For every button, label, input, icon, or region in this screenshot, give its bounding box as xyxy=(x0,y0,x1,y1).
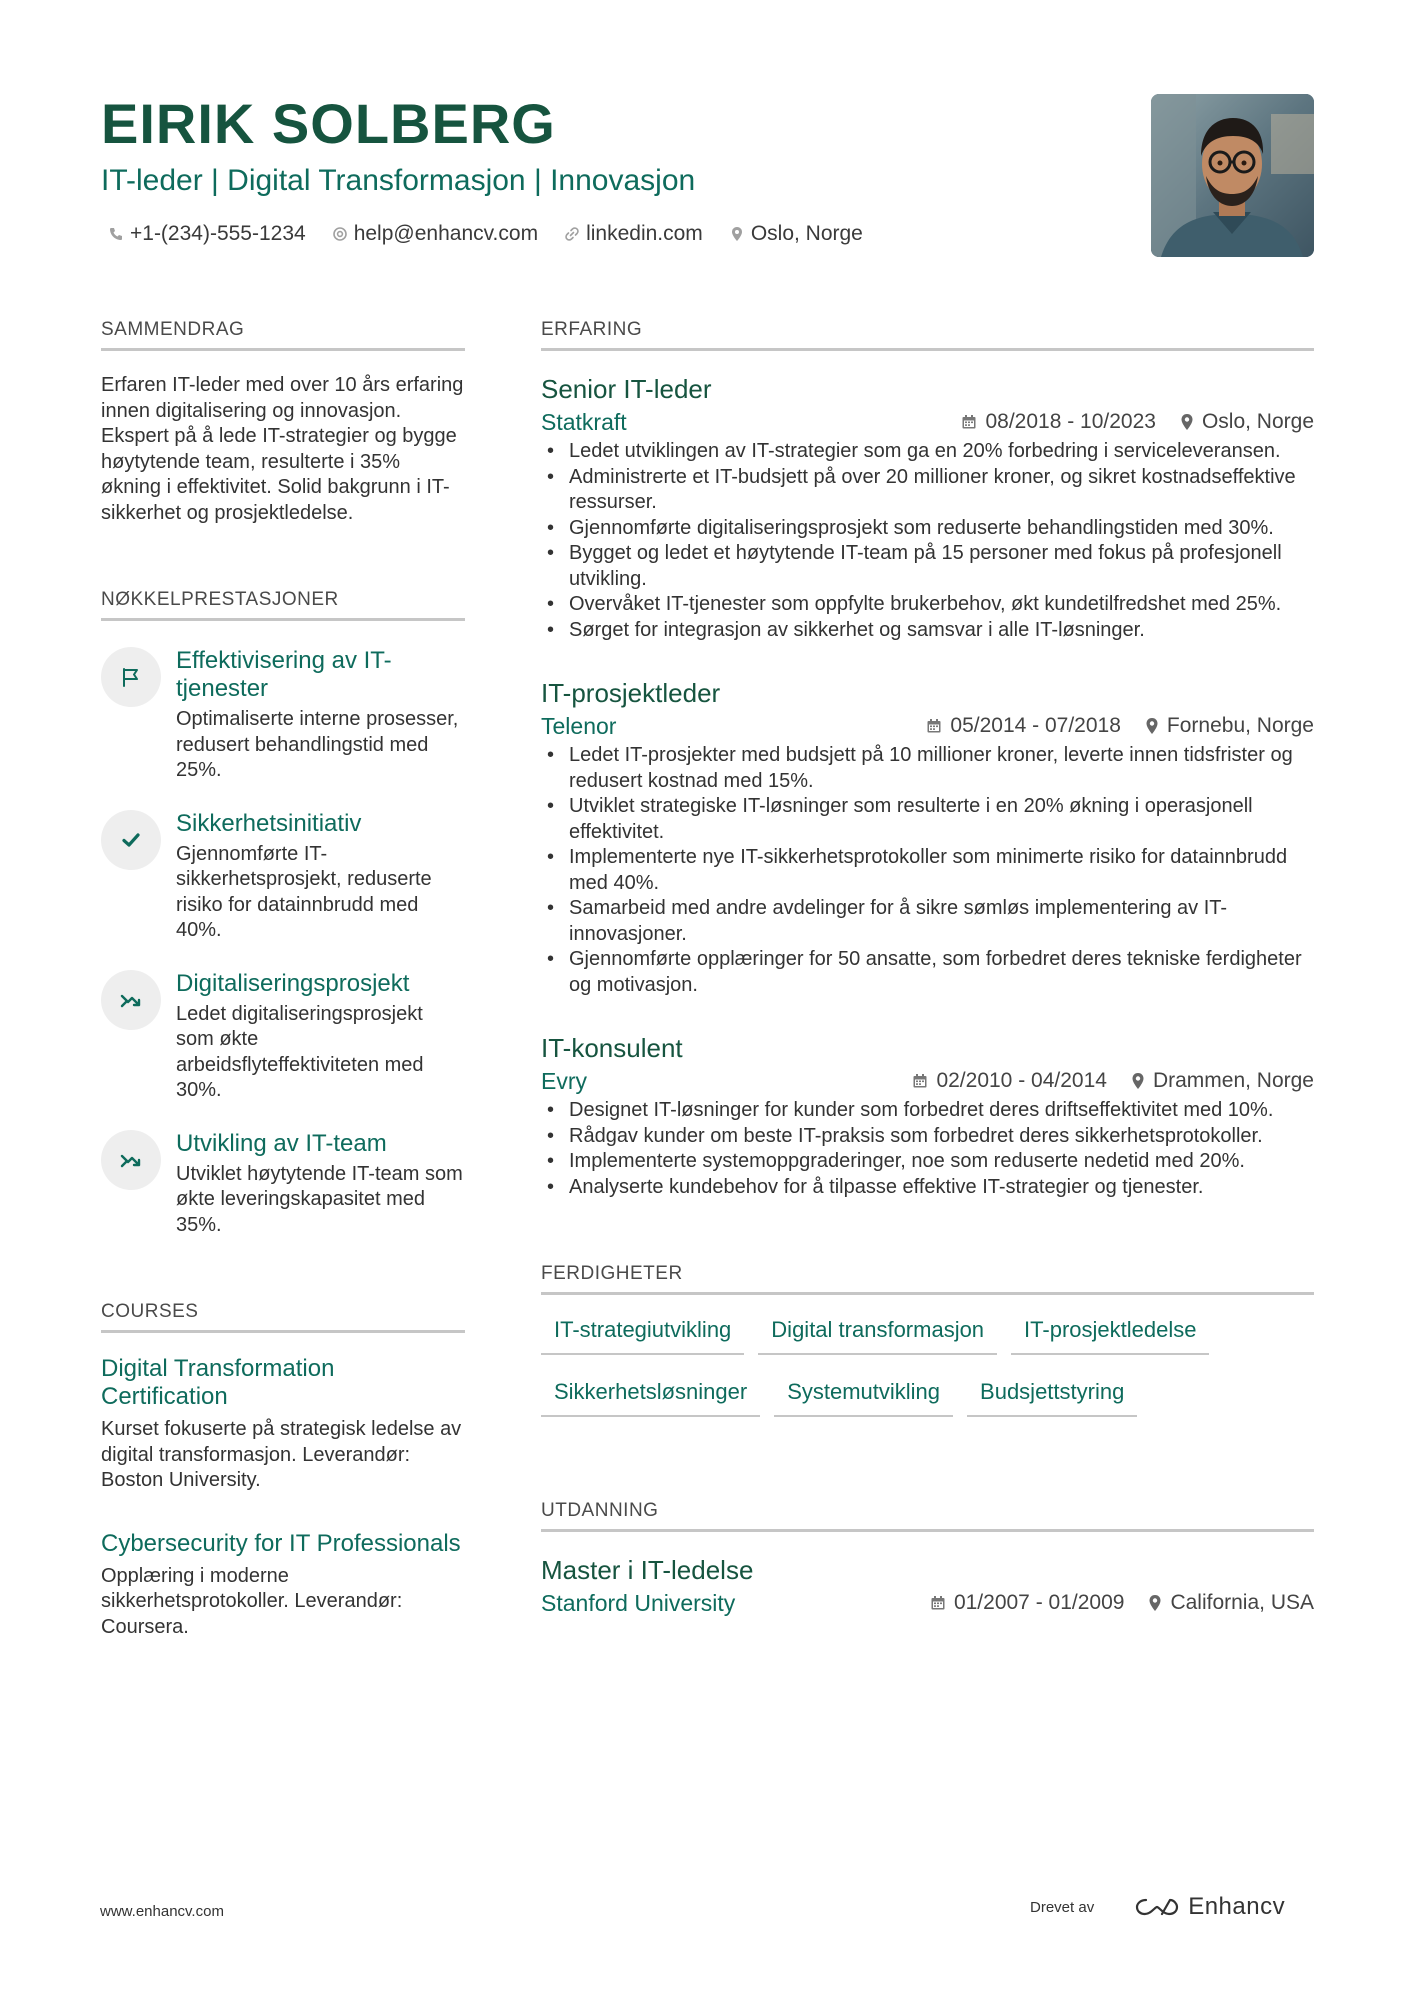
achievement-desc: Gjennomførte IT-sikkerhetsprosjekt, reduserte risiko for datainnbrudd med 40%. xyxy=(176,842,432,941)
section-title-courses: COURSES xyxy=(101,1300,465,1333)
skill-tag: Sikkerhetsløsninger xyxy=(541,1373,760,1417)
course-item xyxy=(101,1355,465,1494)
achievement-item xyxy=(101,810,465,944)
job-bullet: • Samarbeid med andre avdelinger for å sikre sømløs implementering av IT-innovasjoner. xyxy=(541,896,1314,947)
job-entry xyxy=(541,677,1314,998)
job-bullet: • Analyserte kundebehov for å tilpasse effektive IT-strategier og tjenester. xyxy=(541,1175,1314,1201)
education-section xyxy=(541,1499,1314,1618)
job-meta xyxy=(541,1066,1314,1096)
achievement-body xyxy=(176,1130,465,1239)
location-pin-icon xyxy=(1148,1594,1162,1612)
job-bullet: • Sørget for integrasjon av sikkerhet og samsvar i alle IT-løsninger. xyxy=(541,618,1314,644)
summary-text: Erfaren IT-leder med over 10 års erfaring innen digitalisering og innovasjon. Ekspert på å lede IT-strategier og bygge høytytende team, resulterte i 35% økning i effektivitet. Solid bakgrunn i IT-sikkerhet og prosjektledelse. xyxy=(101,374,464,524)
job-bullet: • Rådgav kunder om beste IT-praksis som forbedret deres sikkerhetsprotokoller. xyxy=(541,1124,1314,1150)
job-location-text: Oslo, Norge xyxy=(1201,410,1314,433)
section-title-education: UTDANNING xyxy=(541,1499,1314,1532)
skill-tag: Digital transformasjon xyxy=(758,1311,997,1355)
course-item xyxy=(101,1530,465,1641)
job-dates-text: 08/2018 - 10/2023 xyxy=(985,410,1156,433)
summary-section xyxy=(101,318,465,526)
footer-website[interactable]: www.enhancv.com xyxy=(100,1903,224,1920)
achievement-title: Digitaliseringsprosjekt xyxy=(176,969,410,997)
achievement-title: Utvikling av IT-team xyxy=(176,1129,387,1157)
location-pin-icon xyxy=(1145,717,1159,735)
achievement-item xyxy=(101,1130,465,1239)
calendar-icon xyxy=(926,718,942,734)
education-dates-text: 01/2007 - 01/2009 xyxy=(953,1591,1125,1614)
job-bullet: • Implementerte systemoppgraderinger, noe som reduserte nedetid med 20%. xyxy=(541,1149,1314,1175)
job-bullet: • Gjennomførte opplæringer for 50 ansatte, som forbedret deres tekniske ferdigheter og motivasjon. xyxy=(541,947,1314,998)
contact-bar xyxy=(108,220,863,248)
job-bullet: • Overvåket IT-tjenester som oppfylte brukerbehov, økt kundetilfredshet med 25%. xyxy=(541,592,1314,618)
profile-photo xyxy=(1151,94,1314,257)
achievement-body xyxy=(176,647,465,784)
candidate-subtitle: IT-leder | Digital Transformasjon | Innovasjon xyxy=(101,164,696,197)
section-title-achievements: NØKKELPRESTASJONER xyxy=(101,588,465,621)
job-bullet: • Designet IT-løsninger for kunder som forbedret deres driftseffektivitet med 10%. xyxy=(541,1098,1314,1124)
contact-location xyxy=(729,220,863,248)
job-bullet: • Utviklet strategiske IT-løsninger som resulterte i en 20% økning i operasjonell effektivitet. xyxy=(541,794,1314,845)
job-title: IT-prosjektleder xyxy=(541,678,721,708)
contact-email[interactable] xyxy=(332,220,538,248)
email-text: help@enhancv.com xyxy=(353,222,539,245)
job-company: Telenor xyxy=(541,713,617,739)
phone-text: +1-(234)-555-1234 xyxy=(130,222,306,245)
education-dates xyxy=(930,1591,1124,1615)
location-pin-icon xyxy=(1180,413,1194,431)
job-company: Evry xyxy=(541,1068,587,1094)
footer-powered-by: Drevet av xyxy=(1030,1898,1095,1916)
enhancv-logo-text: Enhancv xyxy=(1188,1893,1286,1920)
course-title: Digital Transformation Certification xyxy=(101,1355,335,1410)
job-location xyxy=(1180,410,1314,434)
left-column xyxy=(101,318,465,1640)
job-bullet: • Ledet utviklingen av IT-strategier som ga en 20% forbedring i serviceleveransen. xyxy=(541,439,1314,465)
achievement-desc: Optimaliserte interne prosesser, redusert behandlingstid med 25%. xyxy=(176,708,459,781)
job-bullet: • Gjennomførte digitaliseringsprosjekt som reduserte behandlingstiden med 30%. xyxy=(541,516,1314,542)
achievement-item xyxy=(101,647,465,784)
enhancv-logo-icon xyxy=(1134,1895,1180,1919)
section-title-summary: SAMMENDRAG xyxy=(101,318,465,351)
job-meta-right xyxy=(961,410,1314,434)
job-entry xyxy=(541,373,1314,643)
job-title: IT-konsulent xyxy=(541,1033,683,1063)
achievement-title: Effektivisering av IT-tjenester xyxy=(176,647,392,702)
job-bullet: • Bygget og ledet et høytytende IT-team på 15 personer med fokus på profesjonell utvikling. xyxy=(541,541,1314,592)
contact-phone xyxy=(108,220,306,248)
job-bullets xyxy=(541,439,1314,643)
achievement-desc: Ledet digitaliseringsprosjekt som økte arbeidsflyteffektiviteten med 30%. xyxy=(176,1002,424,1101)
at-icon xyxy=(332,226,348,242)
right-column xyxy=(541,318,1314,1618)
education-meta xyxy=(541,1588,1314,1618)
education-location-text: California, USA xyxy=(1170,1591,1314,1614)
education-location xyxy=(1148,1591,1314,1615)
job-location-text: Fornebu, Norge xyxy=(1166,714,1314,737)
skill-tag: Systemutvikling xyxy=(774,1373,953,1417)
job-bullet: • Implementerte nye IT-sikkerhetsprotokoller som minimerte risiko for datainnbrudd med 40%. xyxy=(541,845,1314,896)
growth-icon xyxy=(119,1148,143,1172)
job-bullets xyxy=(541,1098,1314,1200)
job-meta xyxy=(541,711,1314,741)
skill-tag: IT-strategiutvikling xyxy=(541,1311,744,1355)
education-degree: Master i IT-ledelse xyxy=(541,1555,754,1585)
course-desc: Kurset fokuserte på strategisk ledelse av digital transformasjon. Leverandør: Boston University. xyxy=(101,1418,462,1491)
portrait-illustration xyxy=(1151,94,1314,257)
job-meta-right xyxy=(912,1069,1314,1093)
job-location xyxy=(1145,714,1314,738)
location-pin-icon xyxy=(729,226,745,242)
location-text: Oslo, Norge xyxy=(750,222,863,245)
course-title: Cybersecurity for IT Professionals xyxy=(101,1529,461,1557)
job-meta xyxy=(541,407,1314,437)
location-pin-icon xyxy=(1131,1072,1145,1090)
job-bullet: • Administrerte et IT-budsjett på over 20 millioner kroner, og sikret kostnadseffektive ressurser. xyxy=(541,465,1314,516)
achievement-body xyxy=(176,970,465,1104)
phone-icon xyxy=(108,226,124,242)
section-title-experience: ERFARING xyxy=(541,318,1314,351)
skills-section xyxy=(541,1262,1314,1417)
skill-tag: IT-prosjektledelse xyxy=(1011,1311,1209,1355)
achievement-title: Sikkerhetsinitiativ xyxy=(176,809,362,837)
education-meta-right xyxy=(930,1591,1314,1615)
job-bullets xyxy=(541,743,1314,998)
job-bullet: • Ledet IT-prosjekter med budsjett på 10 millioner kroner, leverte innen tidsfrister og redusert kostnad med 15%. xyxy=(541,743,1314,794)
education-school: Stanford University xyxy=(541,1590,736,1616)
job-location xyxy=(1131,1069,1314,1093)
calendar-icon xyxy=(912,1073,928,1089)
job-dates-text: 05/2014 - 07/2018 xyxy=(950,714,1121,737)
achievement-body xyxy=(176,810,465,944)
job-entry xyxy=(541,1032,1314,1200)
enhancv-logo[interactable] xyxy=(1134,1893,1285,1921)
job-dates xyxy=(961,410,1155,434)
job-dates xyxy=(912,1069,1106,1093)
job-dates xyxy=(926,714,1120,738)
achievements-section xyxy=(101,588,465,1238)
job-company: Statkraft xyxy=(541,409,627,435)
linkedin-text: linkedin.com xyxy=(586,222,703,245)
growth-icon xyxy=(119,988,143,1012)
link-icon xyxy=(564,226,580,242)
calendar-icon xyxy=(930,1595,946,1611)
achievement-icon-wrap xyxy=(101,810,161,870)
achievement-icon-wrap xyxy=(101,970,161,1030)
course-desc: Opplæring i moderne sikkerhetsprotokoller. Leverandør: Coursera. xyxy=(101,1564,403,1638)
footer-branding xyxy=(1030,1893,1285,1921)
calendar-icon xyxy=(961,414,977,430)
job-meta-right xyxy=(926,714,1314,738)
candidate-name: EIRIK SOLBERG xyxy=(101,92,556,155)
achievement-desc: Utviklet høytytende IT-team som økte leveringskapasitet med 35%. xyxy=(176,1162,463,1236)
skills-list xyxy=(541,1311,1314,1417)
achievement-icon-wrap xyxy=(101,1130,161,1190)
courses-section xyxy=(101,1300,465,1640)
section-title-skills: FERDIGHETER xyxy=(541,1262,1314,1295)
contact-linkedin[interactable] xyxy=(564,220,703,248)
job-location-text: Drammen, Norge xyxy=(1152,1069,1314,1092)
flag-icon xyxy=(120,666,142,688)
check-icon xyxy=(120,829,142,851)
achievement-icon-wrap xyxy=(101,647,161,707)
skill-tag: Budsjettstyring xyxy=(967,1373,1137,1417)
experience-section xyxy=(541,318,1314,1200)
job-dates-text: 02/2010 - 04/2014 xyxy=(936,1069,1107,1092)
job-title: Senior IT-leder xyxy=(541,374,712,404)
achievement-item xyxy=(101,970,465,1104)
